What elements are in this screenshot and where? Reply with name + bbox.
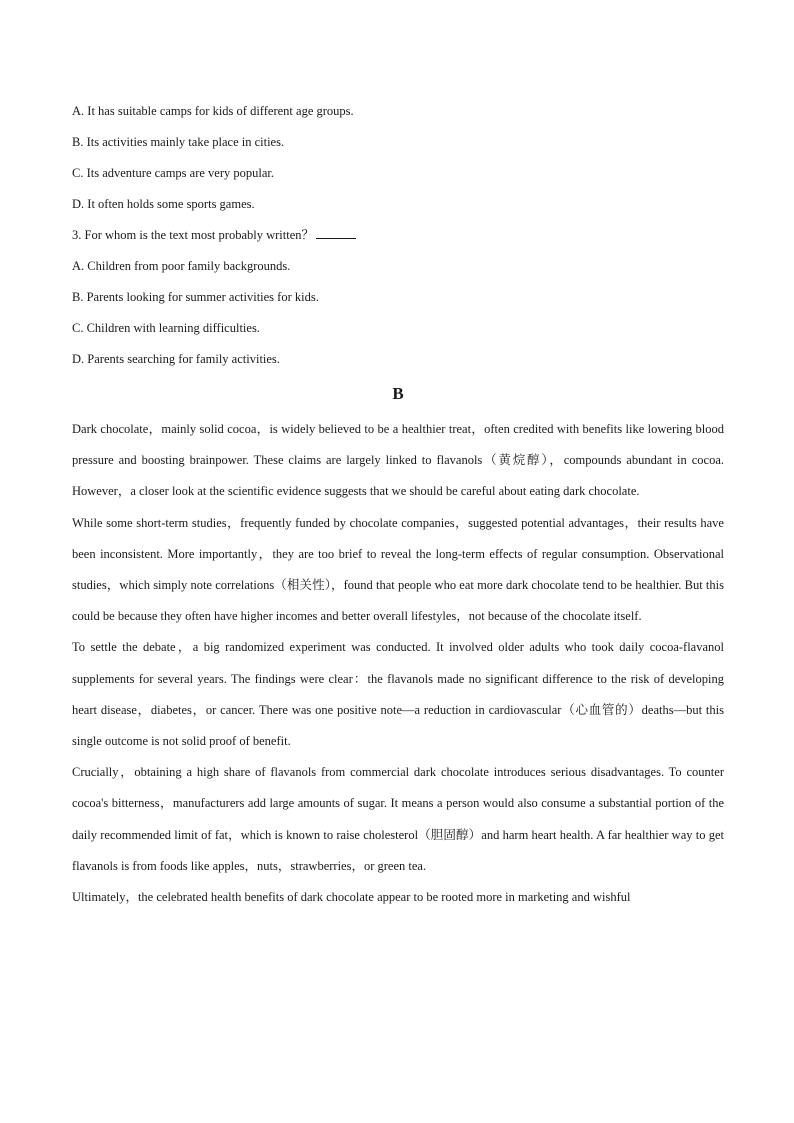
passage-paragraph-1: Dark chocolate，mainly solid cocoa，is widely believed to be a healthier treat，often credited with benefits like lowering blood pressure and boosting brainpower. These claims are largely linked to flavanols（黄烷醇），compounds abundant in cocoa. However，a closer look at the scientific evidence suggests that we should be careful about eating dark chocolate. [72,422,724,499]
question3-option-b: B. Parents looking for summer activities for kids. [72,290,319,304]
section-title: B [392,384,404,403]
passage-paragraph-2: While some short-term studies，frequently funded by chocolate companies，suggested potential advantages，their results have been inconsistent. More importantly，they are too brief to reveal the long-term effects of regular consumption. Observational studies，which simply note correlations（相关性），found that people who eat more dark chocolate tend to be healthier. But this could be because they often have higher incomes and better overall lifestyles，not because of the chocolate itself. [72,515,724,624]
question3-option-d: D. Parents searching for family activities. [72,352,280,366]
question2-option-d: D. It often holds some sports games. [72,197,255,211]
passage-paragraph-5: Ultimately，the celebrated health benefits of dark chocolate appear to be rooted more in marketing and wishful [72,890,631,905]
passage-paragraph-4: Crucially，obtaining a high share of flavanols from commercial dark chocolate introduces serious disadvantages. To counter cocoa's bitterness，manufacturers add large amounts of sugar. It means a person would also consume a substantial portion of the daily recommended limit of fat，which is known to raise cholesterol（胆固醇）and harm heart health. A far healthier way to get flavanols is from foods like apples，nuts，strawberries，or green tea. [72,765,724,873]
question3-stem: 3. For whom is the text most probably written？ [72,228,314,242]
question2-option-c: C. Its adventure camps are very popular. [72,166,275,180]
question3-option-c: C. Children with learning difficulties. [72,321,260,335]
answer-blank [316,226,356,239]
page-content [72,101,724,913]
question2-option-a: A. It has suitable camps for kids of different age groups. [72,104,354,118]
passage-paragraph-3: To settle the debate，a big randomized experiment was conducted. It involved older adults who took daily cocoa-flavanol supplements for several years. The findings were clear：the flavanols made no significant difference to the risk of developing heart disease，diabetes，or cancer. There was one positive note—a reduction in cardiovascular（心血管的）deaths—but this single outcome is not solid proof of benefit. [72,640,724,749]
question3-option-a: A. Children from poor family backgrounds. [72,259,291,273]
question2-option-b: B. Its activities mainly take place in cities. [72,135,285,149]
question3-stem-line [72,225,724,256]
